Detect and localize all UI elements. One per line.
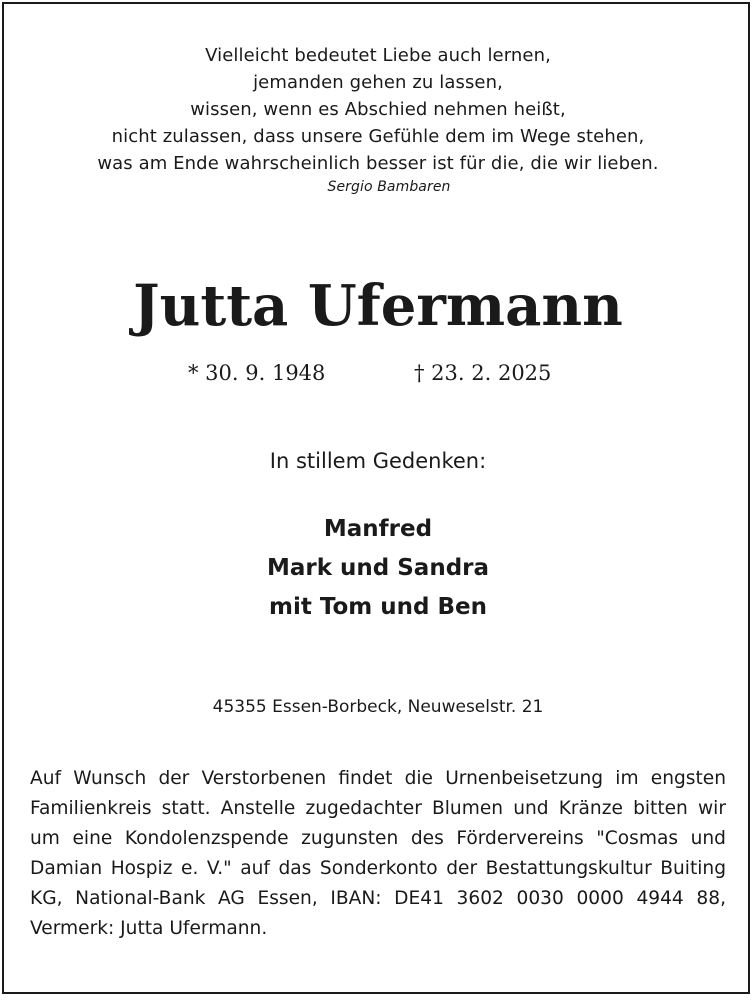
quote-line: jemanden gehen zu lassen, [253,72,503,93]
quote-line: Vielleicht bedeutet Liebe auch lernen, [205,45,551,66]
quote-line: wissen, wenn es Abschied nehmen heißt, [190,99,566,120]
mourner-name: Mark und Sandra [266,555,490,581]
quote-line: was am Ende wahrscheinlich besser ist für die, die wir lieben. [97,153,659,174]
death-date: † 23. 2. 2025 [414,361,552,385]
memory-heading: In stillem Gedenken: [269,449,487,473]
memorial-quote [0,42,756,197]
funeral-notice: Auf Wunsch der Verstorbenen findet die Urnenbeisetzung im engsten Familienkreis statt. Anstelle zugedachter Blumen und Kränze bitten wir um eine Kondolenzspende zugunsten des Fördervereins "Cosmas und Damian Hospiz e. V." auf das Sonderkonto der Bestattungskultur Buiting KG, National-Bank AG Essen, IBAN: DE41 3602 0030 0000 4944 88, Vermerk: Jutta Ufermann. [30,768,726,939]
mourners-list [0,510,756,627]
birth-date: * 30. 9. 1948 [188,361,326,385]
family-address: 45355 Essen-Borbeck, Neuweselstr. 21 [212,697,544,717]
life-dates [0,358,756,388]
mourner-name: mit Tom und Ben [269,594,487,620]
mourner-name: Manfred [323,516,433,542]
deceased-name: Jutta Ufermann [133,273,623,339]
quote-author: Sergio Bambaren [327,179,451,195]
quote-line: nicht zulassen, dass unsere Gefühle dem im Wege stehen, [111,126,645,147]
